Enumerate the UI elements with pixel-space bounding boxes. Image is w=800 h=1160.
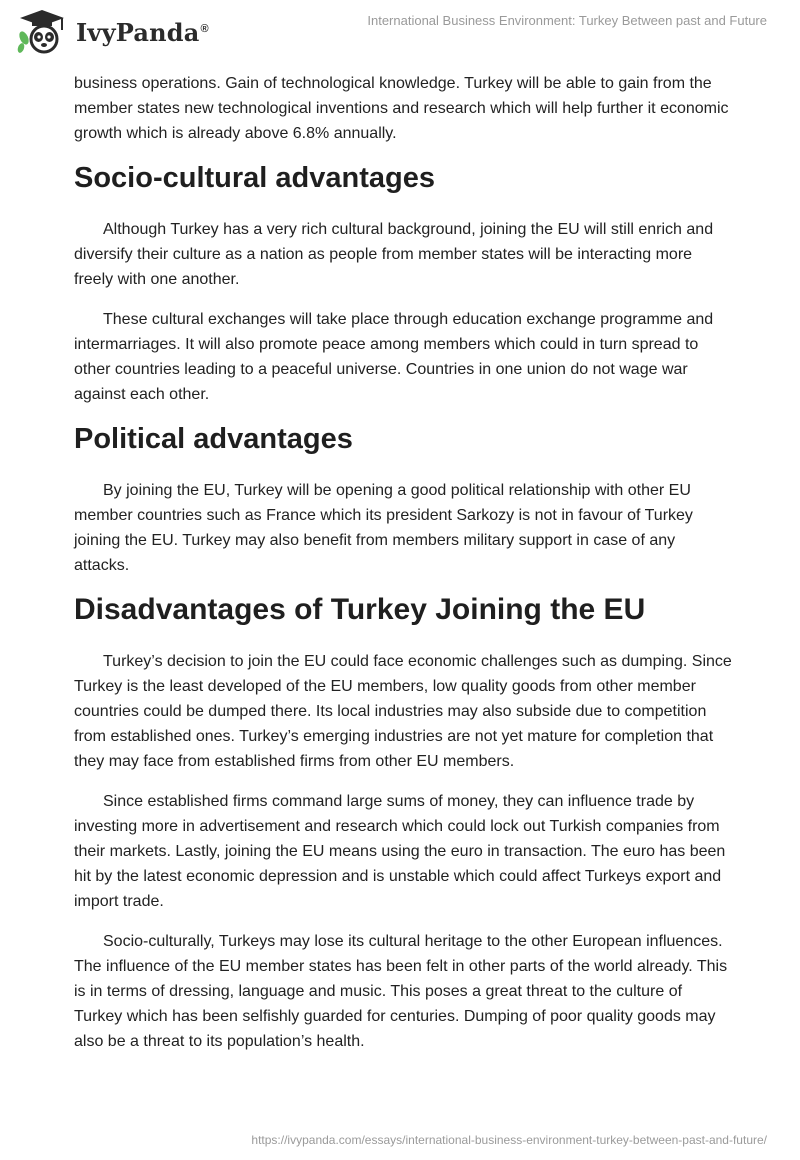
document-title: International Business Environment: Turkey Between past and Future xyxy=(367,13,767,28)
page-header xyxy=(0,0,800,64)
brand-name xyxy=(76,18,209,47)
registered-mark: ® xyxy=(200,22,209,35)
panda-logo-icon xyxy=(14,8,70,56)
brand-label: IvyPanda xyxy=(76,17,200,47)
paragraph: Socio-culturally, Turkeys may lose its cultural heritage to the other European influences. The influence of the EU member states has been felt in other parts of the world already. This is in terms of dressing, language and music. This poses a great threat to the culture of Turkey which has been selfishly guarded for centuries. Dumping of poor quality goods may also be a threat to its population’s health. xyxy=(74,933,728,1050)
section-heading-political: Political advantages xyxy=(74,423,353,455)
essay-content xyxy=(74,71,734,1069)
source-url-link[interactable]: https://ivypanda.com/essays/international-business-environment-turkey-between-past-and-future/ xyxy=(251,1133,767,1147)
paragraph: These cultural exchanges will take place through education exchange programme and intermarriages. It will also promote peace among members which could in turn spread to other countries leading to a peaceful universe. Countries in one union do not wage war against each other. xyxy=(74,311,714,403)
ivypanda-logo[interactable] xyxy=(14,8,209,56)
paragraph: Turkey’s decision to join the EU could face economic challenges such as dumping. Since Turkey is the least developed of the EU members, low quality goods from other member countries could be dumped there. Its local industries may also subside due to competition from established ones. Turkey’s emerging industries are not yet mature for completion that they may face from established firms from other EU members. xyxy=(74,653,732,770)
paragraph: By joining the EU, Turkey will be opening a good political relationship with other EU member countries such as France which its president Sarkozy is not in favour of Turkey joining the EU. Turkey may also benefit from members military support in case of any attacks. xyxy=(74,482,693,574)
section-heading-disadvantages: Disadvantages of Turkey Joining the EU xyxy=(74,593,646,626)
paragraph: Although Turkey has a very rich cultural background, joining the EU will still enrich and diversify their culture as a nation as people from member states will be interacting more freely with one another. xyxy=(74,221,714,288)
section-heading-socio-cultural: Socio-cultural advantages xyxy=(74,162,435,194)
intro-paragraph: business operations. Gain of technological knowledge. Turkey will be able to gain from the member states new technological inventions and research which will help further it economic growth which is already above 6.8% annually. xyxy=(74,75,729,142)
paragraph: Since established firms command large sums of money, they can influence trade by investing more in advertisement and research which could lock out Turkish companies from their markets. Lastly, joining the EU means using the euro in transaction. The euro has been hit by the latest economic depression and is unstable which could affect Turkeys export and import trade. xyxy=(74,793,726,910)
